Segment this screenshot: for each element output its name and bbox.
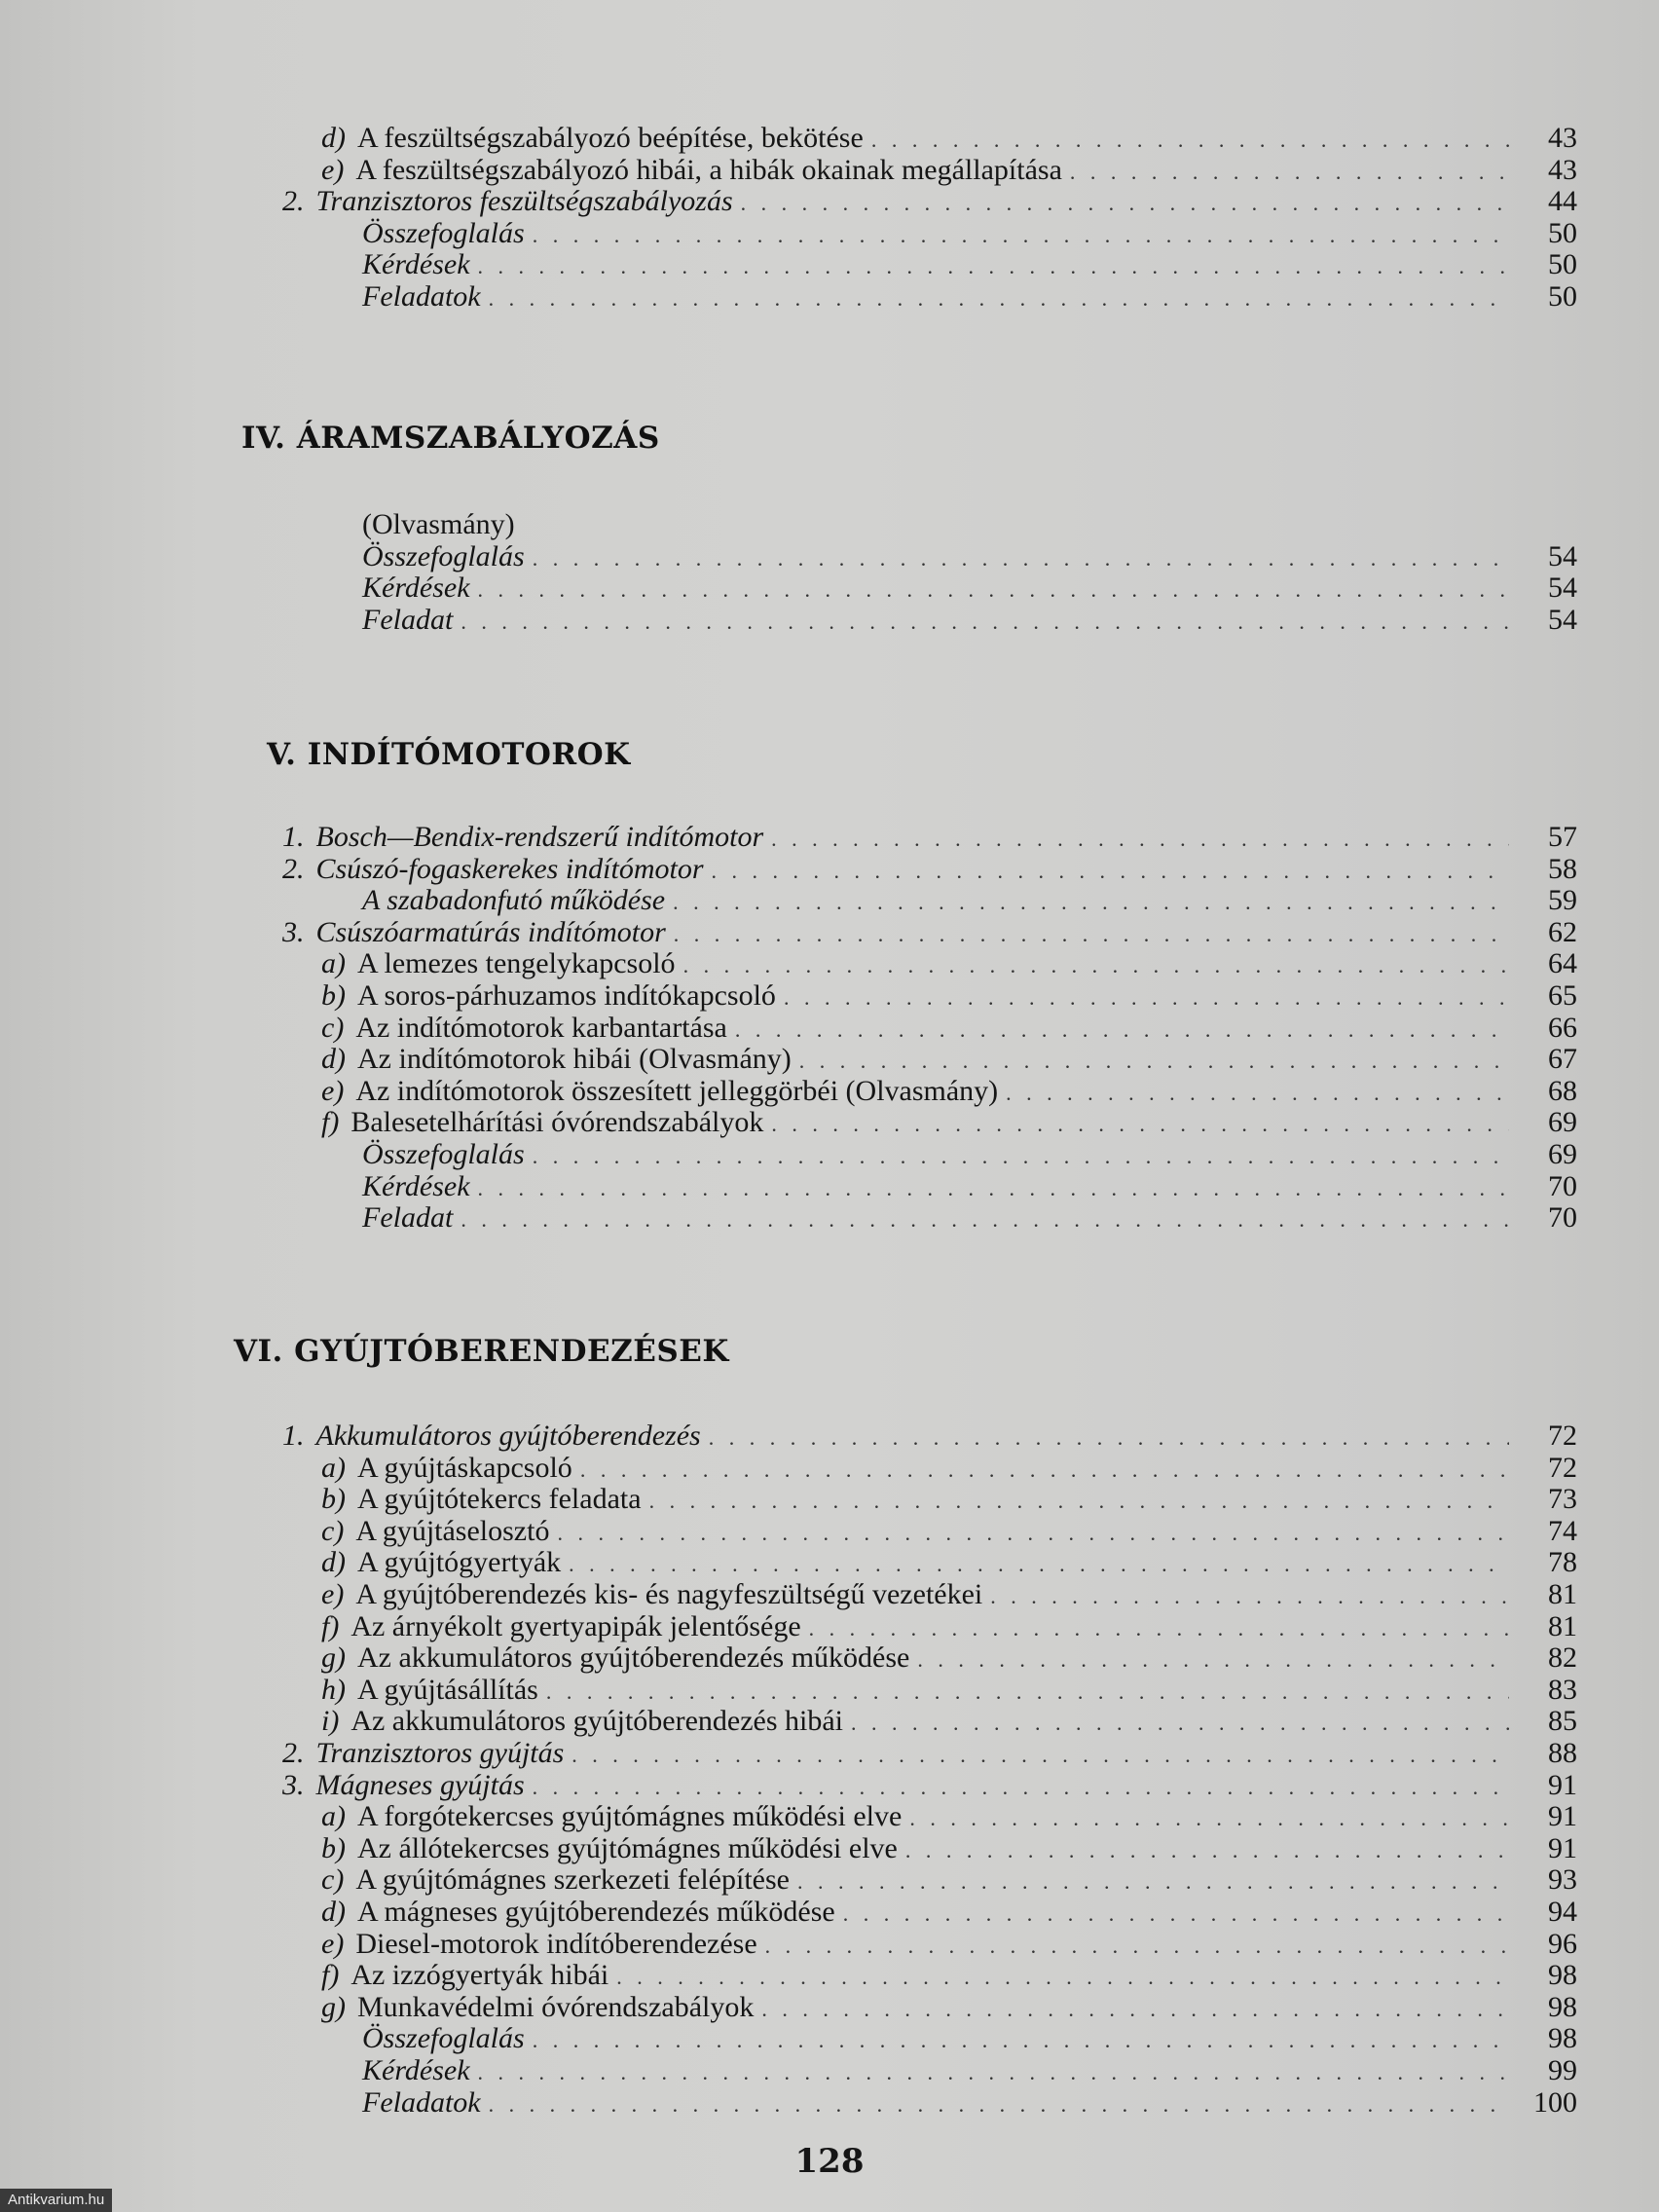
entry-title: A gyújtáselosztó bbox=[355, 1514, 550, 1547]
leader-dots bbox=[461, 1203, 1509, 1235]
leader-dots bbox=[771, 1108, 1509, 1140]
entry-title: A feszültségszabályozó hibái, a hibák okainak megállapítása bbox=[355, 153, 1062, 186]
toc-entry bbox=[0, 1705, 1659, 1737]
toc-entry bbox=[0, 2022, 1659, 2054]
leader-dots bbox=[799, 1045, 1509, 1077]
entry-marker: d) bbox=[321, 1043, 346, 1076]
entry-page-number: 91 bbox=[1548, 1831, 1577, 1864]
entry-page-number: 74 bbox=[1548, 1514, 1577, 1547]
toc-entry bbox=[0, 1515, 1659, 1547]
entry-marker: b) bbox=[321, 979, 346, 1012]
entry-page-number: 68 bbox=[1548, 1074, 1577, 1107]
entry-page-number: 62 bbox=[1548, 915, 1577, 948]
leader-dots bbox=[797, 1865, 1509, 1898]
toc-entry bbox=[0, 1896, 1659, 1928]
entry-marker: c) bbox=[321, 1863, 345, 1897]
entry-marker: a) bbox=[321, 947, 346, 980]
toc-entry bbox=[0, 1483, 1659, 1515]
toc-entry bbox=[0, 821, 1659, 853]
toc-entry bbox=[0, 540, 1659, 572]
chapter-heading: V. INDÍTÓMOTOROK bbox=[267, 737, 631, 772]
entry-page-number: 91 bbox=[1548, 1768, 1577, 1801]
entry-page-number: 91 bbox=[1548, 1800, 1577, 1833]
entry-title: Az indítómotorok összesített jelleggörbéi (Olvasmány) bbox=[355, 1074, 999, 1107]
entry-marker: 1. bbox=[282, 821, 305, 853]
leader-dots bbox=[741, 187, 1509, 219]
toc-entry bbox=[0, 1991, 1659, 2023]
entry-page-number: 57 bbox=[1548, 821, 1577, 853]
leader-dots bbox=[569, 1548, 1509, 1580]
leader-dots bbox=[533, 2024, 1509, 2056]
entry-page-number: 96 bbox=[1548, 1927, 1577, 1960]
entry-marker: 2. bbox=[282, 1737, 305, 1769]
entry-page-number: 73 bbox=[1548, 1483, 1577, 1516]
entry-page-number: 83 bbox=[1548, 1673, 1577, 1706]
leader-dots bbox=[761, 1993, 1509, 2025]
toc-entry bbox=[0, 1641, 1659, 1674]
leader-dots bbox=[533, 1771, 1509, 1803]
toc-entry bbox=[0, 604, 1659, 636]
entry-page-number: 66 bbox=[1548, 1011, 1577, 1044]
entry-title: A gyújtásállítás bbox=[357, 1673, 538, 1706]
leader-dots bbox=[489, 282, 1509, 314]
entry-title: A forgótekercses gyújtómágnes működési elve bbox=[357, 1800, 903, 1833]
toc-entry bbox=[0, 508, 1659, 540]
leader-dots bbox=[871, 124, 1509, 156]
entry-title: A feszültségszabályozó beépítése, bekötése bbox=[357, 122, 864, 154]
toc-entry bbox=[0, 1170, 1659, 1202]
toc-entry bbox=[0, 1043, 1659, 1075]
page-number: 128 bbox=[794, 2142, 865, 2181]
entry-page-number: 54 bbox=[1548, 603, 1577, 636]
toc-entry bbox=[0, 1012, 1659, 1044]
toc-entry bbox=[0, 1201, 1659, 1234]
entry-title: Az árnyékolt gyertyapipák jelentősége bbox=[350, 1609, 801, 1642]
toc-entry bbox=[0, 1959, 1659, 1991]
entry-title: Az indítómotorok karbantartása bbox=[355, 1011, 727, 1044]
entry-title: Mágneses gyújtás bbox=[315, 1768, 525, 1801]
leader-dots bbox=[843, 1898, 1509, 1930]
leader-dots bbox=[533, 219, 1509, 251]
leader-dots bbox=[580, 1454, 1509, 1486]
entry-marker: 2. bbox=[282, 852, 305, 885]
watermark: Antikvarium.hu bbox=[0, 2189, 112, 2212]
leader-dots bbox=[784, 981, 1509, 1014]
entry-title: Tranzisztoros feszültségszabályozás bbox=[315, 185, 733, 218]
entry-title: A gyújtómágnes szerkezeti felépítése bbox=[355, 1863, 790, 1897]
entry-title: A szabadonfutó működése bbox=[362, 884, 666, 917]
toc-entry bbox=[0, 2086, 1659, 2119]
entry-title: Az állótekercses gyújtómágnes működési elve bbox=[357, 1831, 898, 1864]
entry-marker: d) bbox=[321, 122, 346, 154]
chapter-heading: VI. GYÚJTÓBERENDEZÉSEK bbox=[234, 1334, 729, 1369]
entry-page-number: 50 bbox=[1548, 280, 1577, 313]
entry-title: Kérdések bbox=[362, 1169, 470, 1202]
entry-title: Feladatok bbox=[362, 280, 481, 313]
leader-dots bbox=[546, 1676, 1509, 1708]
entry-page-number: 88 bbox=[1548, 1737, 1577, 1769]
toc-entry bbox=[0, 916, 1659, 948]
entry-title: Kérdések bbox=[362, 248, 470, 281]
entry-title: Feladatok bbox=[362, 2085, 481, 2119]
entry-title: Kérdések bbox=[362, 2054, 470, 2086]
entry-title: Balesetelhárítási óvórendszabályok bbox=[350, 1106, 764, 1139]
toc-entry bbox=[0, 1419, 1659, 1452]
entry-title: Összefoglalás bbox=[362, 216, 525, 249]
entry-title: A gyújtáskapcsoló bbox=[357, 1451, 572, 1484]
entry-title: A gyújtógyertyák bbox=[357, 1546, 562, 1579]
leader-dots bbox=[809, 1612, 1509, 1644]
entry-page-number: 58 bbox=[1548, 852, 1577, 885]
entry-page-number: 93 bbox=[1548, 1863, 1577, 1897]
entry-page-number: 70 bbox=[1548, 1201, 1577, 1235]
toc-entry bbox=[0, 1610, 1659, 1642]
toc-entry bbox=[0, 1138, 1659, 1170]
toc-entry bbox=[0, 1075, 1659, 1107]
leader-dots bbox=[735, 1014, 1509, 1046]
entry-title: (Olvasmány) bbox=[362, 508, 515, 540]
entry-title: Munkavédelmi óvórendszabályok bbox=[357, 1990, 755, 2023]
toc-entry bbox=[0, 122, 1659, 154]
entry-page-number: 50 bbox=[1548, 248, 1577, 281]
leader-dots bbox=[478, 250, 1509, 282]
entry-page-number: 98 bbox=[1548, 1959, 1577, 1992]
leader-dots bbox=[765, 1930, 1509, 1962]
entry-title: Az izzógyertyák hibái bbox=[350, 1959, 609, 1992]
entry-marker: 1. bbox=[282, 1419, 305, 1452]
leader-dots bbox=[851, 1707, 1509, 1739]
toc-entry bbox=[0, 1674, 1659, 1706]
entry-marker: a) bbox=[321, 1800, 346, 1833]
entry-title: Tranzisztoros gyújtás bbox=[315, 1737, 565, 1769]
entry-marker: h) bbox=[321, 1673, 346, 1706]
toc-entry bbox=[0, 884, 1659, 916]
entry-title: Kérdések bbox=[362, 571, 470, 605]
entry-title: Csúszó-fogaskerekes indítómotor bbox=[315, 852, 704, 885]
entry-marker: c) bbox=[321, 1011, 345, 1044]
entry-marker: i) bbox=[321, 1705, 340, 1738]
entry-title: A lemezes tengelykapcsoló bbox=[357, 947, 676, 980]
entry-page-number: 99 bbox=[1548, 2054, 1577, 2086]
toc-entry bbox=[0, 1832, 1659, 1864]
leader-dots bbox=[917, 1643, 1509, 1676]
entry-page-number: 43 bbox=[1548, 122, 1577, 154]
entry-marker: c) bbox=[321, 1514, 345, 1547]
entry-marker: d) bbox=[321, 1896, 346, 1928]
entry-page-number: 64 bbox=[1548, 947, 1577, 980]
entry-page-number: 69 bbox=[1548, 1138, 1577, 1170]
entry-marker: d) bbox=[321, 1546, 346, 1579]
entry-page-number: 98 bbox=[1548, 2022, 1577, 2055]
entry-marker: g) bbox=[321, 1641, 346, 1675]
entry-title: A soros-párhuzamos indítókapcsoló bbox=[357, 979, 776, 1012]
entry-page-number: 54 bbox=[1548, 539, 1577, 572]
toc-entry bbox=[0, 280, 1659, 313]
entry-marker: 3. bbox=[282, 915, 305, 948]
leader-dots bbox=[674, 918, 1509, 950]
leader-dots bbox=[616, 1961, 1509, 1993]
entry-page-number: 54 bbox=[1548, 571, 1577, 605]
toc-entry bbox=[0, 248, 1659, 280]
toc-entry bbox=[0, 1546, 1659, 1578]
toc-entry bbox=[0, 1452, 1659, 1484]
entry-page-number: 70 bbox=[1548, 1169, 1577, 1202]
entry-page-number: 72 bbox=[1548, 1419, 1577, 1452]
leader-dots bbox=[478, 2056, 1509, 2088]
entry-page-number: 67 bbox=[1548, 1043, 1577, 1076]
entry-title: A gyújtóberendezés kis- és nagyfeszültségű vezetékei bbox=[355, 1578, 983, 1610]
toc-entry bbox=[0, 1769, 1659, 1801]
toc-entry bbox=[0, 947, 1659, 979]
leader-dots bbox=[712, 855, 1509, 887]
toc-entry bbox=[0, 1106, 1659, 1138]
leader-dots bbox=[990, 1580, 1509, 1612]
entry-marker: e) bbox=[321, 1578, 345, 1610]
entry-marker: 2. bbox=[282, 185, 305, 218]
toc-entry bbox=[0, 2054, 1659, 2086]
chapter-heading: IV. ÁRAMSZABÁLYOZÁS bbox=[241, 421, 660, 456]
entry-page-number: 44 bbox=[1548, 185, 1577, 218]
toc-entry bbox=[0, 1578, 1659, 1610]
leader-dots bbox=[478, 573, 1509, 606]
leader-dots bbox=[649, 1485, 1509, 1517]
entry-page-number: 82 bbox=[1548, 1641, 1577, 1675]
entry-marker: f) bbox=[321, 1609, 340, 1642]
entry-marker: b) bbox=[321, 1831, 346, 1864]
entry-title: Akkumulátoros gyújtóberendezés bbox=[315, 1419, 701, 1452]
entry-title: A gyújtótekercs feladata bbox=[357, 1483, 642, 1516]
entry-page-number: 94 bbox=[1548, 1896, 1577, 1928]
entry-marker: f) bbox=[321, 1959, 340, 1992]
entry-title: Csúszóarmatúrás indítómotor bbox=[315, 915, 666, 948]
toc-entry bbox=[0, 571, 1659, 604]
toc-entry bbox=[0, 217, 1659, 249]
leader-dots bbox=[1070, 156, 1509, 188]
entry-marker: f) bbox=[321, 1106, 340, 1139]
entry-page-number: 72 bbox=[1548, 1451, 1577, 1484]
entry-title: Feladat bbox=[362, 603, 454, 636]
entry-page-number: 65 bbox=[1548, 979, 1577, 1012]
entry-page-number: 81 bbox=[1548, 1578, 1577, 1610]
toc-entry bbox=[0, 185, 1659, 217]
toc-entry bbox=[0, 1737, 1659, 1769]
leader-dots bbox=[533, 542, 1509, 574]
entry-title: Összefoglalás bbox=[362, 1138, 525, 1170]
leader-dots bbox=[571, 1739, 1509, 1771]
entry-page-number: 69 bbox=[1548, 1106, 1577, 1139]
toc-entry bbox=[0, 1863, 1659, 1896]
toc-entry bbox=[0, 979, 1659, 1012]
toc-entry bbox=[0, 853, 1659, 885]
entry-marker: b) bbox=[321, 1483, 346, 1516]
entry-marker: a) bbox=[321, 1451, 346, 1484]
toc-entry bbox=[0, 154, 1659, 186]
entry-title: Az akkumulátoros gyújtóberendezés működése bbox=[357, 1641, 910, 1675]
entry-title: Összefoglalás bbox=[362, 539, 525, 572]
entry-page-number: 98 bbox=[1548, 1990, 1577, 2023]
entry-page-number: 78 bbox=[1548, 1546, 1577, 1579]
entry-page-number: 43 bbox=[1548, 153, 1577, 186]
entry-title: A mágneses gyújtóberendezés működése bbox=[357, 1896, 835, 1928]
leader-dots bbox=[709, 1421, 1509, 1454]
entry-marker: g) bbox=[321, 1990, 346, 2023]
entry-page-number: 85 bbox=[1548, 1705, 1577, 1738]
entry-title: Az indítómotorok hibái (Olvasmány) bbox=[357, 1043, 792, 1076]
leader-dots bbox=[905, 1834, 1509, 1866]
leader-dots bbox=[683, 949, 1509, 981]
toc-entry bbox=[0, 1800, 1659, 1832]
entry-title: Az akkumulátoros gyújtóberendezés hibái bbox=[350, 1705, 844, 1738]
leader-dots bbox=[557, 1517, 1509, 1549]
entry-marker: e) bbox=[321, 153, 345, 186]
leader-dots bbox=[478, 1172, 1509, 1204]
entry-title: Diesel-motorok indítóberendezése bbox=[355, 1927, 757, 1960]
entry-marker: 3. bbox=[282, 1768, 305, 1801]
entry-title: Bosch—Bendix-rendszerű indítómotor bbox=[315, 821, 764, 853]
leader-dots bbox=[771, 823, 1509, 855]
entry-page-number: 100 bbox=[1533, 2085, 1577, 2119]
leader-dots bbox=[489, 2088, 1509, 2120]
entry-marker: e) bbox=[321, 1927, 345, 1960]
leader-dots bbox=[1006, 1077, 1509, 1109]
leader-dots bbox=[909, 1802, 1509, 1834]
entry-title: Összefoglalás bbox=[362, 2022, 525, 2055]
entry-page-number: 81 bbox=[1548, 1609, 1577, 1642]
entry-title: Feladat bbox=[362, 1201, 454, 1235]
entry-page-number: 59 bbox=[1548, 884, 1577, 917]
entry-marker: e) bbox=[321, 1074, 345, 1107]
leader-dots bbox=[533, 1140, 1509, 1172]
leader-dots bbox=[461, 606, 1509, 638]
toc-entry bbox=[0, 1928, 1659, 1960]
leader-dots bbox=[673, 886, 1509, 918]
entry-page-number: 50 bbox=[1548, 216, 1577, 249]
